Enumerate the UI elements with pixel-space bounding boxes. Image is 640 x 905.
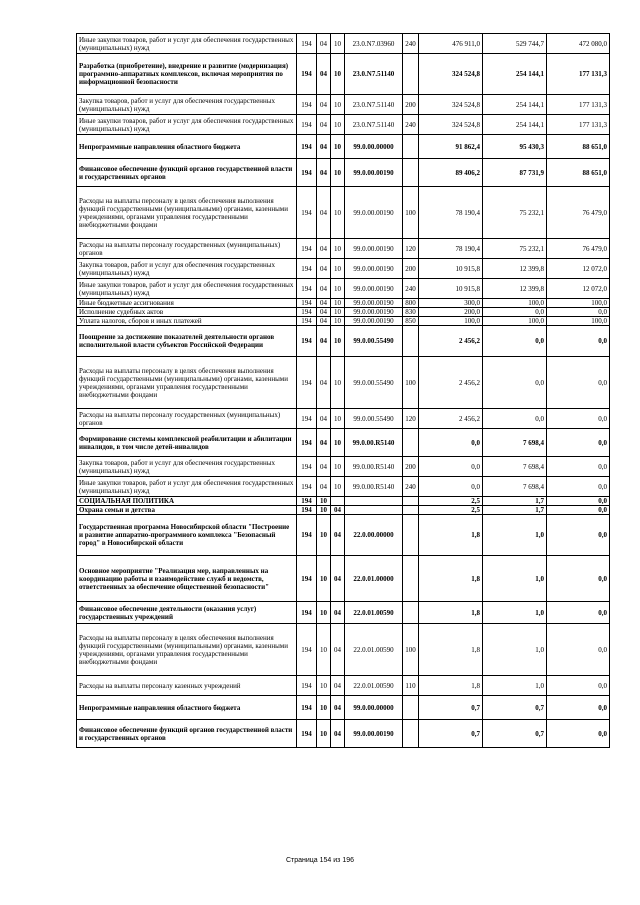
subsection-code-cell: 10 bbox=[331, 187, 345, 239]
expense-type-cell: 800 bbox=[403, 299, 419, 308]
amount-year-2-cell: 0,0 bbox=[483, 409, 547, 429]
table-row bbox=[77, 187, 610, 239]
amount-year-1-cell: 100,0 bbox=[419, 317, 483, 326]
table-row bbox=[77, 477, 610, 497]
amount-year-2-cell: 7 698,4 bbox=[483, 457, 547, 477]
row-name-cell: Непрограммные направления областного бюджета bbox=[77, 135, 297, 159]
row-name-cell: Охрана семьи и детства bbox=[77, 506, 297, 515]
amount-year-1-cell: 324 524,8 bbox=[419, 115, 483, 135]
amount-year-1-cell: 200,0 bbox=[419, 308, 483, 317]
dept-code-cell: 194 bbox=[297, 115, 317, 135]
expense-type-cell bbox=[403, 135, 419, 159]
dept-code-cell: 194 bbox=[297, 720, 317, 748]
amount-year-3-cell: 12 072,0 bbox=[547, 279, 610, 299]
dept-code-cell: 194 bbox=[297, 696, 317, 720]
expense-type-cell bbox=[403, 720, 419, 748]
dept-code-cell: 194 bbox=[297, 308, 317, 317]
amount-year-1-cell: 0,0 bbox=[419, 457, 483, 477]
subsection-code-cell: 10 bbox=[331, 54, 345, 95]
table-row bbox=[77, 34, 610, 54]
section-code-cell: 04 bbox=[317, 95, 331, 115]
expense-type-cell bbox=[403, 556, 419, 602]
section-code-cell: 04 bbox=[317, 115, 331, 135]
subsection-code-cell: 10 bbox=[331, 279, 345, 299]
expense-type-cell: 240 bbox=[403, 477, 419, 497]
page-footer: Страница 154 из 196 bbox=[285, 857, 355, 864]
table-row bbox=[77, 429, 610, 457]
amount-year-3-cell: 177 131,3 bbox=[547, 115, 610, 135]
target-article-cell: 23.0.N7.51140 bbox=[345, 54, 403, 95]
dept-code-cell: 194 bbox=[297, 95, 317, 115]
table-row bbox=[77, 259, 610, 279]
amount-year-3-cell: 177 131,3 bbox=[547, 95, 610, 115]
subsection-code-cell: 10 bbox=[331, 259, 345, 279]
amount-year-3-cell: 177 131,3 bbox=[547, 54, 610, 95]
subsection-code-cell: 04 bbox=[331, 556, 345, 602]
target-article-cell: 99.0.00.00190 bbox=[345, 259, 403, 279]
expense-type-cell: 100 bbox=[403, 187, 419, 239]
amount-year-1-cell: 91 862,4 bbox=[419, 135, 483, 159]
dept-code-cell: 194 bbox=[297, 409, 317, 429]
row-name-cell: Расходы на выплаты персоналу в целях обеспечения выполнения функций государственными (муниципальными) органами, казенными учреждениями, органами управления государственными внебюджетными фондами bbox=[77, 357, 297, 409]
table-row bbox=[77, 506, 610, 515]
row-name-cell: Расходы на выплаты персоналу государственных (муниципальных) органов bbox=[77, 239, 297, 259]
amount-year-3-cell: 472 080,0 bbox=[547, 34, 610, 54]
subsection-code-cell: 10 bbox=[331, 299, 345, 308]
dept-code-cell: 194 bbox=[297, 556, 317, 602]
row-name-cell: Государственная программа Новосибирской области "Построение и развитие аппаратно-программного комплекса "Безопасный город" в Новосибирской области bbox=[77, 515, 297, 556]
expense-type-cell bbox=[403, 326, 419, 357]
amount-year-1-cell: 0,0 bbox=[419, 477, 483, 497]
amount-year-2-cell: 7 698,4 bbox=[483, 429, 547, 457]
amount-year-2-cell: 100,0 bbox=[483, 317, 547, 326]
amount-year-2-cell: 254 144,1 bbox=[483, 95, 547, 115]
target-article-cell: 99.0.00.00190 bbox=[345, 299, 403, 308]
amount-year-2-cell: 254 144,1 bbox=[483, 54, 547, 95]
target-article-cell: 22.0.00.00000 bbox=[345, 515, 403, 556]
amount-year-2-cell: 529 744,7 bbox=[483, 34, 547, 54]
amount-year-1-cell: 324 524,8 bbox=[419, 54, 483, 95]
target-article-cell: 99.0.00.00000 bbox=[345, 135, 403, 159]
amount-year-2-cell: 95 430,3 bbox=[483, 135, 547, 159]
section-code-cell: 04 bbox=[317, 259, 331, 279]
subsection-code-cell: 10 bbox=[331, 34, 345, 54]
subsection-code-cell: 04 bbox=[331, 515, 345, 556]
target-article-cell: 99.0.00.00190 bbox=[345, 720, 403, 748]
row-name-cell: Непрограммные направления областного бюджета bbox=[77, 696, 297, 720]
section-code-cell: 04 bbox=[317, 34, 331, 54]
dept-code-cell: 194 bbox=[297, 34, 317, 54]
section-code-cell: 10 bbox=[317, 506, 331, 515]
dept-code-cell: 194 bbox=[297, 602, 317, 624]
target-article-cell: 99.0.00.R5140 bbox=[345, 457, 403, 477]
expense-type-cell: 100 bbox=[403, 624, 419, 676]
subsection-code-cell: 10 bbox=[331, 159, 345, 187]
amount-year-3-cell: 0,0 bbox=[547, 357, 610, 409]
section-code-cell: 04 bbox=[317, 135, 331, 159]
amount-year-3-cell: 0,0 bbox=[547, 326, 610, 357]
section-code-cell: 04 bbox=[317, 326, 331, 357]
amount-year-1-cell: 1,8 bbox=[419, 624, 483, 676]
section-code-cell: 04 bbox=[317, 457, 331, 477]
section-code-cell: 04 bbox=[317, 187, 331, 239]
dept-code-cell: 194 bbox=[297, 317, 317, 326]
amount-year-3-cell: 0,0 bbox=[547, 497, 610, 506]
amount-year-3-cell: 12 072,0 bbox=[547, 259, 610, 279]
target-article-cell: 22.0.01.00590 bbox=[345, 624, 403, 676]
expense-type-cell bbox=[403, 429, 419, 457]
row-name-cell: Иные закупки товаров, работ и услуг для обеспечения государственных (муниципальных) нужд bbox=[77, 34, 297, 54]
amount-year-2-cell: 1,0 bbox=[483, 556, 547, 602]
expense-type-cell bbox=[403, 602, 419, 624]
subsection-code-cell: 04 bbox=[331, 720, 345, 748]
amount-year-2-cell: 1,0 bbox=[483, 515, 547, 556]
row-name-cell: Закупка товаров, работ и услуг для обеспечения государственных (муниципальных) нужд bbox=[77, 457, 297, 477]
row-name-cell: Основное мероприятие "Реализация мер, направленных на координацию работы и взаимодействие служб и ведомств, ответственных за обеспечение общественной безопасности" bbox=[77, 556, 297, 602]
row-name-cell: Исполнение судебных актов bbox=[77, 308, 297, 317]
amount-year-3-cell: 88 651,0 bbox=[547, 135, 610, 159]
dept-code-cell: 194 bbox=[297, 187, 317, 239]
section-code-cell: 10 bbox=[317, 497, 331, 506]
amount-year-1-cell: 78 190,4 bbox=[419, 187, 483, 239]
dept-code-cell: 194 bbox=[297, 676, 317, 696]
row-name-cell: Расходы на выплаты персоналу государственных (муниципальных) органов bbox=[77, 409, 297, 429]
expense-type-cell: 120 bbox=[403, 239, 419, 259]
target-article-cell: 23.0.N7.51140 bbox=[345, 115, 403, 135]
table-row bbox=[77, 602, 610, 624]
dept-code-cell: 194 bbox=[297, 497, 317, 506]
subsection-code-cell bbox=[331, 497, 345, 506]
row-name-cell: Иные закупки товаров, работ и услуг для обеспечения государственных (муниципальных) нужд bbox=[77, 279, 297, 299]
target-article-cell: 23.0.N7.03960 bbox=[345, 34, 403, 54]
section-code-cell: 04 bbox=[317, 279, 331, 299]
row-name-cell: Закупка товаров, работ и услуг для обеспечения государственных (муниципальных) нужд bbox=[77, 259, 297, 279]
section-code-cell: 04 bbox=[317, 317, 331, 326]
row-name-cell: Поощрение за достижение показателей деятельности органов исполнительной власти субъектов Российской Федерации bbox=[77, 326, 297, 357]
section-code-cell: 10 bbox=[317, 624, 331, 676]
section-code-cell: 04 bbox=[317, 159, 331, 187]
amount-year-1-cell: 300,0 bbox=[419, 299, 483, 308]
table-row bbox=[77, 326, 610, 357]
expense-type-cell: 120 bbox=[403, 409, 419, 429]
subsection-code-cell: 10 bbox=[331, 95, 345, 115]
expense-type-cell: 100 bbox=[403, 357, 419, 409]
table-row bbox=[77, 676, 610, 696]
row-name-cell: Уплата налогов, сборов и иных платежей bbox=[77, 317, 297, 326]
table-row bbox=[77, 515, 610, 556]
target-article-cell: 99.0.00.00190 bbox=[345, 279, 403, 299]
section-code-cell: 04 bbox=[317, 477, 331, 497]
subsection-code-cell: 04 bbox=[331, 506, 345, 515]
section-code-cell: 10 bbox=[317, 676, 331, 696]
table-row bbox=[77, 159, 610, 187]
amount-year-3-cell: 0,0 bbox=[547, 409, 610, 429]
dept-code-cell: 194 bbox=[297, 279, 317, 299]
dept-code-cell: 194 bbox=[297, 357, 317, 409]
amount-year-1-cell: 1,8 bbox=[419, 602, 483, 624]
amount-year-2-cell: 0,7 bbox=[483, 720, 547, 748]
expense-type-cell: 200 bbox=[403, 95, 419, 115]
amount-year-3-cell: 0,0 bbox=[547, 696, 610, 720]
subsection-code-cell: 10 bbox=[331, 457, 345, 477]
row-name-cell: Финансовое обеспечение деятельности (оказания услуг) государственных учреждений bbox=[77, 602, 297, 624]
expense-type-cell: 200 bbox=[403, 457, 419, 477]
expense-type-cell: 240 bbox=[403, 34, 419, 54]
section-code-cell: 10 bbox=[317, 602, 331, 624]
row-name-cell: Финансовое обеспечение функций органов государственной власти и государственных органов bbox=[77, 159, 297, 187]
table-row bbox=[77, 409, 610, 429]
subsection-code-cell: 04 bbox=[331, 696, 345, 720]
amount-year-1-cell: 0,0 bbox=[419, 429, 483, 457]
table-row bbox=[77, 317, 610, 326]
amount-year-3-cell: 100,0 bbox=[547, 299, 610, 308]
section-code-cell: 04 bbox=[317, 409, 331, 429]
amount-year-1-cell: 89 406,2 bbox=[419, 159, 483, 187]
target-article-cell: 99.0.00.55490 bbox=[345, 409, 403, 429]
table-row bbox=[77, 457, 610, 477]
target-article-cell: 99.0.00.R5140 bbox=[345, 477, 403, 497]
amount-year-2-cell: 0,0 bbox=[483, 326, 547, 357]
amount-year-3-cell: 0,0 bbox=[547, 506, 610, 515]
amount-year-3-cell: 0,0 bbox=[547, 624, 610, 676]
amount-year-1-cell: 1,8 bbox=[419, 515, 483, 556]
target-article-cell: 22.0.01.00000 bbox=[345, 556, 403, 602]
amount-year-1-cell: 476 911,0 bbox=[419, 34, 483, 54]
section-code-cell: 04 bbox=[317, 299, 331, 308]
row-name-cell: Иные закупки товаров, работ и услуг для обеспечения государственных (муниципальных) нужд bbox=[77, 115, 297, 135]
row-name-cell: Финансовое обеспечение функций органов государственной власти и государственных органов bbox=[77, 720, 297, 748]
amount-year-2-cell: 75 232,1 bbox=[483, 239, 547, 259]
amount-year-1-cell: 2,5 bbox=[419, 497, 483, 506]
dept-code-cell: 194 bbox=[297, 477, 317, 497]
row-name-cell: Формирование системы комплексной реабилитации и абилитации инвалидов, в том числе детей-инвалидов bbox=[77, 429, 297, 457]
amount-year-3-cell: 0,0 bbox=[547, 308, 610, 317]
subsection-code-cell: 10 bbox=[331, 317, 345, 326]
table-row bbox=[77, 115, 610, 135]
section-code-cell: 04 bbox=[317, 429, 331, 457]
dept-code-cell: 194 bbox=[297, 259, 317, 279]
budget-table bbox=[76, 33, 610, 748]
amount-year-2-cell: 254 144,1 bbox=[483, 115, 547, 135]
section-code-cell: 10 bbox=[317, 720, 331, 748]
amount-year-3-cell: 0,0 bbox=[547, 457, 610, 477]
amount-year-1-cell: 2 456,2 bbox=[419, 357, 483, 409]
section-code-cell: 04 bbox=[317, 239, 331, 259]
amount-year-3-cell: 76 479,0 bbox=[547, 239, 610, 259]
section-code-cell: 10 bbox=[317, 556, 331, 602]
amount-year-2-cell: 1,7 bbox=[483, 497, 547, 506]
amount-year-2-cell: 12 399,8 bbox=[483, 279, 547, 299]
amount-year-1-cell: 1,8 bbox=[419, 676, 483, 696]
amount-year-2-cell: 1,0 bbox=[483, 624, 547, 676]
amount-year-3-cell: 0,0 bbox=[547, 429, 610, 457]
expense-type-cell: 110 bbox=[403, 676, 419, 696]
amount-year-1-cell: 1,8 bbox=[419, 556, 483, 602]
amount-year-2-cell: 100,0 bbox=[483, 299, 547, 308]
subsection-code-cell: 10 bbox=[331, 409, 345, 429]
amount-year-2-cell: 1,0 bbox=[483, 602, 547, 624]
amount-year-1-cell: 0,7 bbox=[419, 720, 483, 748]
target-article-cell: 99.0.00.00190 bbox=[345, 308, 403, 317]
target-article-cell: 99.0.00.00190 bbox=[345, 159, 403, 187]
target-article-cell: 22.0.01.00590 bbox=[345, 676, 403, 696]
amount-year-2-cell: 12 399,8 bbox=[483, 259, 547, 279]
amount-year-3-cell: 0,0 bbox=[547, 676, 610, 696]
expense-type-cell bbox=[403, 515, 419, 556]
amount-year-2-cell: 1,7 bbox=[483, 506, 547, 515]
dept-code-cell: 194 bbox=[297, 515, 317, 556]
subsection-code-cell: 10 bbox=[331, 239, 345, 259]
amount-year-2-cell: 0,0 bbox=[483, 357, 547, 409]
dept-code-cell: 194 bbox=[297, 624, 317, 676]
dept-code-cell: 194 bbox=[297, 159, 317, 187]
amount-year-2-cell: 87 731,9 bbox=[483, 159, 547, 187]
amount-year-3-cell: 0,0 bbox=[547, 602, 610, 624]
amount-year-3-cell: 0,0 bbox=[547, 556, 610, 602]
dept-code-cell: 194 bbox=[297, 299, 317, 308]
target-article-cell: 23.0.N7.51140 bbox=[345, 95, 403, 115]
amount-year-3-cell: 100,0 bbox=[547, 317, 610, 326]
target-article-cell: 99.0.00.R5140 bbox=[345, 429, 403, 457]
table-row bbox=[77, 135, 610, 159]
table-row bbox=[77, 720, 610, 748]
row-name-cell: Расходы на выплаты персоналу казенных учреждений bbox=[77, 676, 297, 696]
budget-table-container bbox=[76, 33, 609, 748]
row-name-cell: Закупка товаров, работ и услуг для обеспечения государственных (муниципальных) нужд bbox=[77, 95, 297, 115]
table-row bbox=[77, 279, 610, 299]
dept-code-cell: 194 bbox=[297, 457, 317, 477]
expense-type-cell bbox=[403, 506, 419, 515]
amount-year-1-cell: 2 456,2 bbox=[419, 326, 483, 357]
dept-code-cell: 194 bbox=[297, 135, 317, 159]
target-article-cell: 99.0.00.00000 bbox=[345, 696, 403, 720]
expense-type-cell bbox=[403, 159, 419, 187]
subsection-code-cell: 04 bbox=[331, 676, 345, 696]
section-code-cell: 04 bbox=[317, 357, 331, 409]
amount-year-3-cell: 76 479,0 bbox=[547, 187, 610, 239]
target-article-cell bbox=[345, 506, 403, 515]
table-row bbox=[77, 556, 610, 602]
subsection-code-cell: 10 bbox=[331, 115, 345, 135]
amount-year-1-cell: 324 524,8 bbox=[419, 95, 483, 115]
budget-table-body bbox=[77, 34, 610, 748]
amount-year-3-cell: 0,0 bbox=[547, 515, 610, 556]
table-row bbox=[77, 308, 610, 317]
section-code-cell: 04 bbox=[317, 308, 331, 317]
subsection-code-cell: 04 bbox=[331, 624, 345, 676]
subsection-code-cell: 10 bbox=[331, 308, 345, 317]
amount-year-2-cell: 7 698,4 bbox=[483, 477, 547, 497]
target-article-cell: 99.0.00.55490 bbox=[345, 326, 403, 357]
target-article-cell: 22.0.01.00590 bbox=[345, 602, 403, 624]
amount-year-3-cell: 0,0 bbox=[547, 720, 610, 748]
dept-code-cell: 194 bbox=[297, 54, 317, 95]
expense-type-cell bbox=[403, 696, 419, 720]
table-row bbox=[77, 95, 610, 115]
subsection-code-cell: 04 bbox=[331, 602, 345, 624]
amount-year-2-cell: 0,0 bbox=[483, 308, 547, 317]
target-article-cell: 99.0.00.00190 bbox=[345, 239, 403, 259]
expense-type-cell bbox=[403, 54, 419, 95]
section-code-cell: 10 bbox=[317, 515, 331, 556]
amount-year-1-cell: 2,5 bbox=[419, 506, 483, 515]
expense-type-cell: 200 bbox=[403, 259, 419, 279]
subsection-code-cell: 10 bbox=[331, 326, 345, 357]
amount-year-2-cell: 1,0 bbox=[483, 676, 547, 696]
subsection-code-cell: 10 bbox=[331, 429, 345, 457]
expense-type-cell: 850 bbox=[403, 317, 419, 326]
subsection-code-cell: 10 bbox=[331, 477, 345, 497]
target-article-cell: 99.0.00.55490 bbox=[345, 357, 403, 409]
dept-code-cell: 194 bbox=[297, 429, 317, 457]
table-row bbox=[77, 239, 610, 259]
dept-code-cell: 194 bbox=[297, 326, 317, 357]
amount-year-1-cell: 0,7 bbox=[419, 696, 483, 720]
table-row bbox=[77, 624, 610, 676]
expense-type-cell: 830 bbox=[403, 308, 419, 317]
table-row bbox=[77, 357, 610, 409]
row-name-cell: Расходы на выплаты персоналу в целях обеспечения выполнения функций государственными (муниципальными) органами, казенными учреждениями, органами управления государственными внебюджетными фондами bbox=[77, 624, 297, 676]
amount-year-2-cell: 75 232,1 bbox=[483, 187, 547, 239]
row-name-cell: Иные закупки товаров, работ и услуг для обеспечения государственных (муниципальных) нужд bbox=[77, 477, 297, 497]
amount-year-1-cell: 10 915,8 bbox=[419, 279, 483, 299]
row-name-cell: Иные бюджетные ассигнования bbox=[77, 299, 297, 308]
subsection-code-cell: 10 bbox=[331, 357, 345, 409]
expense-type-cell: 240 bbox=[403, 279, 419, 299]
amount-year-3-cell: 0,0 bbox=[547, 477, 610, 497]
target-article-cell: 99.0.00.00190 bbox=[345, 187, 403, 239]
row-name-cell: Расходы на выплаты персоналу в целях обеспечения выполнения функций государственными (муниципальными) органами, казенными учреждениями, органами управления государственными внебюджетными фондами bbox=[77, 187, 297, 239]
table-row bbox=[77, 696, 610, 720]
section-code-cell: 10 bbox=[317, 696, 331, 720]
target-article-cell bbox=[345, 497, 403, 506]
dept-code-cell: 194 bbox=[297, 506, 317, 515]
row-name-cell: Разработка (приобретение), внедрение и развитие (модернизация) программно-аппаратных комплексов, включая мероприятия по информационной безопасности bbox=[77, 54, 297, 95]
expense-type-cell: 240 bbox=[403, 115, 419, 135]
section-code-cell: 04 bbox=[317, 54, 331, 95]
table-row bbox=[77, 54, 610, 95]
subsection-code-cell: 10 bbox=[331, 135, 345, 159]
table-row bbox=[77, 299, 610, 308]
expense-type-cell bbox=[403, 497, 419, 506]
amount-year-1-cell: 10 915,8 bbox=[419, 259, 483, 279]
amount-year-3-cell: 88 651,0 bbox=[547, 159, 610, 187]
target-article-cell: 99.0.00.00190 bbox=[345, 317, 403, 326]
table-row bbox=[77, 497, 610, 506]
amount-year-2-cell: 0,7 bbox=[483, 696, 547, 720]
amount-year-1-cell: 2 456,2 bbox=[419, 409, 483, 429]
row-name-cell: СОЦИАЛЬНАЯ ПОЛИТИКА bbox=[77, 497, 297, 506]
amount-year-1-cell: 78 190,4 bbox=[419, 239, 483, 259]
dept-code-cell: 194 bbox=[297, 239, 317, 259]
